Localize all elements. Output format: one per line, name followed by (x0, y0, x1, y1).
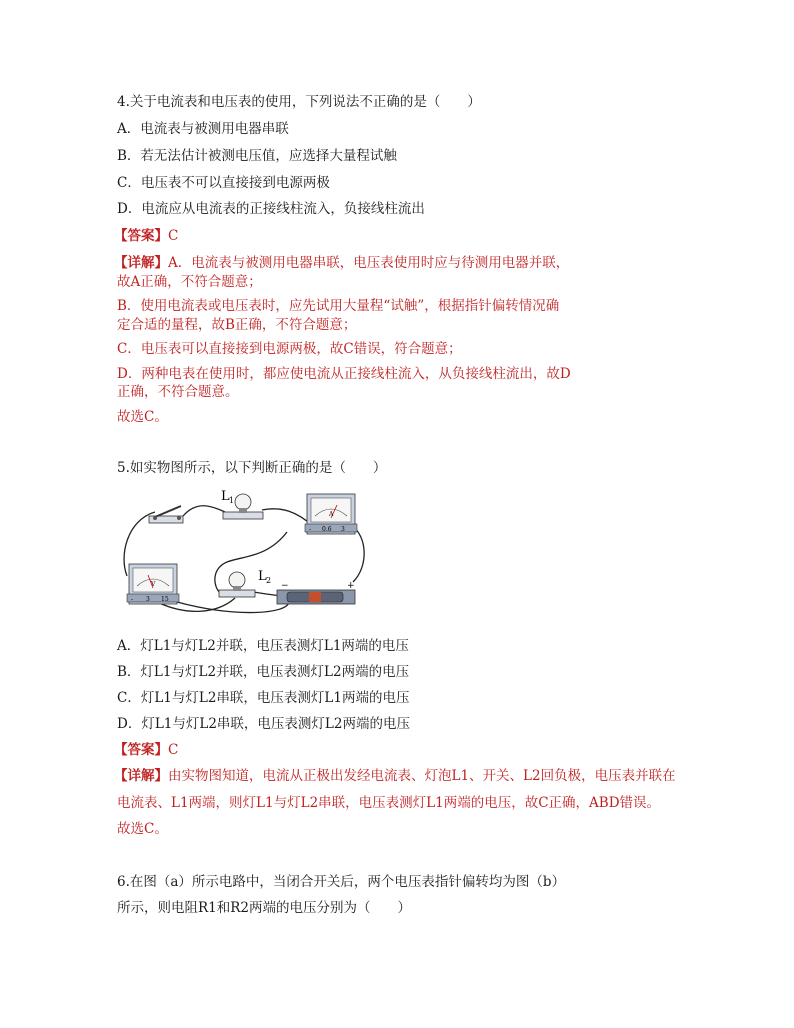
voltmeter (127, 564, 179, 604)
ammeter-scale-3: 3 (341, 526, 345, 533)
bulb-l1 (221, 489, 263, 519)
q4-option-b: B．若无法估计被测电压值，应选择大量程试触 (117, 148, 397, 164)
q5-detail-line-2: 电流表、L1两端，则灯L1与灯L2串联，电压表测灯L1两端的电压，故C正确，ABD错误。 (117, 795, 661, 811)
q4-answer-tag: 【答案】 (114, 228, 168, 244)
q4-detail-line-5: C．电压表可以直接接到电源两极，故C错误，符合题意； (117, 341, 462, 357)
bulb-l2 (219, 569, 271, 597)
ammeter-letter: A (329, 511, 334, 518)
q4-detail-line-4: 定合适的量程，故B正确，不符合题意； (117, 317, 357, 333)
q4-answer-value: C (168, 228, 179, 244)
q4-answer (114, 226, 178, 246)
q4-option-d: D．电流应从电流表的正接线柱流入，负接线柱流出 (117, 201, 425, 217)
q5-detail-line-3: 故选C。 (117, 821, 168, 837)
q5-detail-text-1: 由实物图知道，电流从正极出发经电流表、灯泡L1、开关、L2回负极，电压表并联在 (168, 768, 676, 784)
q5-option-d: D．灯L1与灯L2串联，电压表测灯L2两端的电压 (117, 716, 410, 732)
voltmeter-minus: - (131, 596, 134, 603)
q6-stem-line-1: 6.在图（a）所示电路中，当闭合开关后，两个电压表指针偏转均为图（b） (117, 874, 566, 890)
battery (277, 581, 355, 604)
q5-answer-value: C (168, 742, 179, 758)
l2-label: L (258, 569, 267, 584)
q4-detail-tag: 【详解】 (114, 255, 168, 271)
wire-switch-to-l1 (183, 506, 225, 516)
q5-detail-tag: 【详解】 (114, 768, 168, 784)
q5-option-b: B．灯L1与灯L2并联，电压表测灯L2两端的电压 (117, 664, 410, 680)
voltmeter-scale-15: 15 (161, 596, 169, 603)
q4-option-c: C．电压表不可以直接接到电源两极 (117, 175, 330, 191)
ammeter-scale-06: 0.6 (322, 526, 332, 533)
q4-detail-line-7: 正确，不符合题意。 (117, 384, 239, 400)
circuit-diagram (117, 486, 377, 616)
q4-option-a: A．电流表与被测用电器串联 (117, 121, 289, 137)
q4-detail-line-1 (114, 253, 569, 273)
q4-detail-line-2: 故A正确，不符合题意； (117, 274, 262, 290)
voltmeter-letter: V (151, 581, 156, 588)
q4-detail-line-3: B．使用电流表或电压表时，应先试用大量程“试触”，根据指针偏转情况确 (117, 298, 560, 314)
q5-answer-tag: 【答案】 (114, 742, 168, 758)
wire-l1-to-ammeter (262, 509, 313, 526)
q4-detail-text-1: A．电流表与被测用电器串联，电压表使用时应与待测用电器并联， (168, 255, 570, 271)
l1-label: L (221, 489, 230, 504)
q5-stem: 5.如实物图所示，以下判断正确的是（ ） (117, 460, 387, 476)
q4-detail-line-6: D．两种电表在使用时，都应使电流从正接线柱流入，从负接线柱流出，故D (117, 366, 571, 382)
q4-detail-line-8: 故选C。 (117, 409, 168, 425)
battery-minus: − (281, 581, 289, 591)
knife-switch (149, 506, 183, 523)
l1-subscript: 1 (229, 496, 235, 505)
wire-l2-to-ammeter (215, 532, 287, 594)
q4-stem: 4.关于电流表和电压表的使用，下列说法不正确的是（ ） (117, 94, 481, 110)
q5-answer (114, 740, 178, 760)
ammeter (305, 494, 357, 534)
q5-option-c: C．灯L1与灯L2串联，电压表测灯L1两端的电压 (117, 690, 410, 706)
q5-detail-line-1 (114, 766, 676, 786)
wire-ammeter-to-battery (352, 526, 364, 582)
voltmeter-scale-3: 3 (146, 596, 150, 603)
ammeter-minus: - (309, 526, 312, 533)
l2-subscript: 2 (266, 576, 272, 585)
q6-stem-line-2: 所示，则电阻R1和R2两端的电压分别为（ ） (117, 900, 412, 916)
q5-option-a: A．灯L1与灯L2并联，电压表测灯L1两端的电压 (117, 638, 409, 654)
battery-plus: + (347, 581, 355, 591)
